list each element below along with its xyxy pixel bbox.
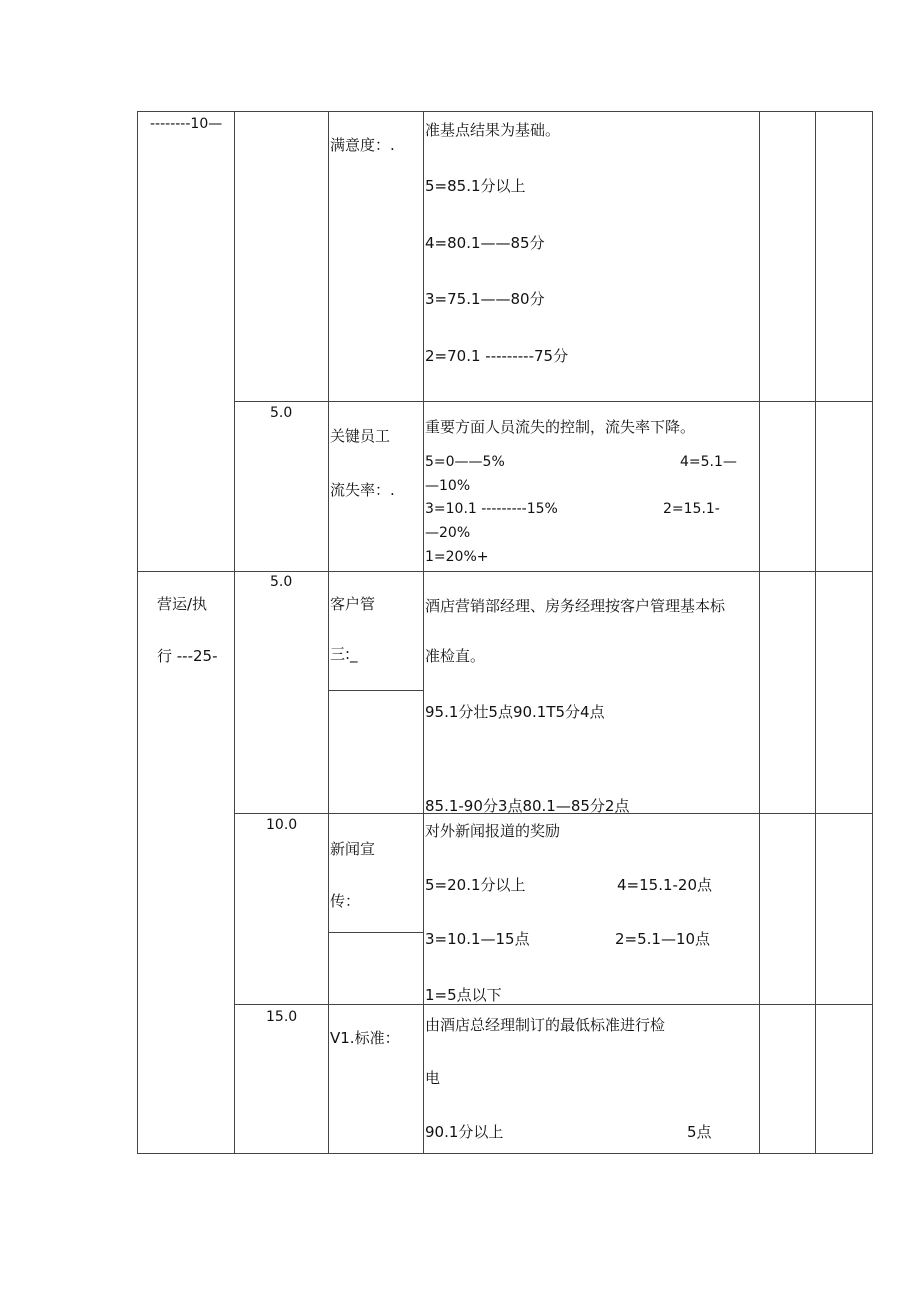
weight-value: 10.0 [266,817,298,833]
row-divider [137,571,873,572]
criteria-line: 85.1-90分3点80.1—85分2点 [425,797,630,815]
table-bottom-border [137,1153,873,1154]
criteria-line: 准基点结果为基础。 [425,121,561,139]
criteria-line: 95.1分壮5点90.1T5分4点 [425,703,605,721]
indicator-label: 三:_ [330,645,358,663]
row-divider [234,1004,873,1005]
criteria-line: 4=5.1— [680,454,737,470]
column-divider [815,111,816,1154]
criteria-line: 3=10.1—15点 [425,930,530,948]
criteria-line: 酒店营销部经理、房务经理按客户管理基本标 [425,597,726,615]
column-divider [328,111,329,1154]
indicator-label: 新闻宣 [330,840,376,858]
criteria-line: 2=5.1—10点 [615,930,711,948]
table-left-border [137,111,138,1154]
criteria-line: 5点 [687,1123,712,1141]
criteria-line: 1=5点以下 [425,986,502,1004]
criteria-line: 90.1分以上 [425,1123,504,1141]
cell-divider [328,932,423,933]
indicator-label: 客户管 [330,595,376,613]
table-right-border [872,111,873,1154]
category-score: --------10— [150,116,223,132]
criteria-line: 5=0——5% [425,454,505,470]
criteria-line: 5=20.1分以上 [425,876,526,894]
category-label: 营运/执 [157,595,208,613]
criteria-line: 4=80.1——85分 [425,234,545,252]
indicator-label: V1.标准： [330,1029,400,1047]
category-label: 行 ---25- [157,647,218,665]
column-divider [423,111,424,1154]
column-divider [759,111,760,1154]
indicator-label: 流失率：. [330,481,395,499]
weight-value: 5.0 [270,405,293,421]
criteria-line: 3=10.1 ---------15% [425,501,558,517]
row-divider [234,401,873,402]
cell-divider [328,690,423,691]
criteria-line: 重要方面人员流失的控制，流失率下降。 [425,418,696,436]
criteria-line: 电 [425,1069,441,1087]
indicator-label: 关键员工 [330,427,391,445]
column-divider [234,111,235,1154]
criteria-line: 1=20%+ [425,549,489,565]
criteria-line: —20% [425,525,471,541]
indicator-label: 传： [330,892,361,910]
weight-value: 5.0 [270,574,293,590]
criteria-line: 4=15.1-20点 [617,876,713,894]
criteria-line: 2=15.1- [663,501,720,517]
criteria-line: 3=75.1——80分 [425,290,545,308]
criteria-line: 5=85.1分以上 [425,177,526,195]
table-top-border [137,111,873,112]
weight-value: 15.0 [266,1009,298,1025]
criteria-line: 由酒店总经理制订的最低标准进行检 [425,1016,666,1034]
criteria-line: —10% [425,478,471,494]
indicator-label: 满意度：. [330,136,395,154]
criteria-line: 2=70.1 ---------75分 [425,347,569,365]
criteria-line: 准检直。 [425,647,486,665]
criteria-line: 对外新闻报道的奖励 [425,822,561,840]
